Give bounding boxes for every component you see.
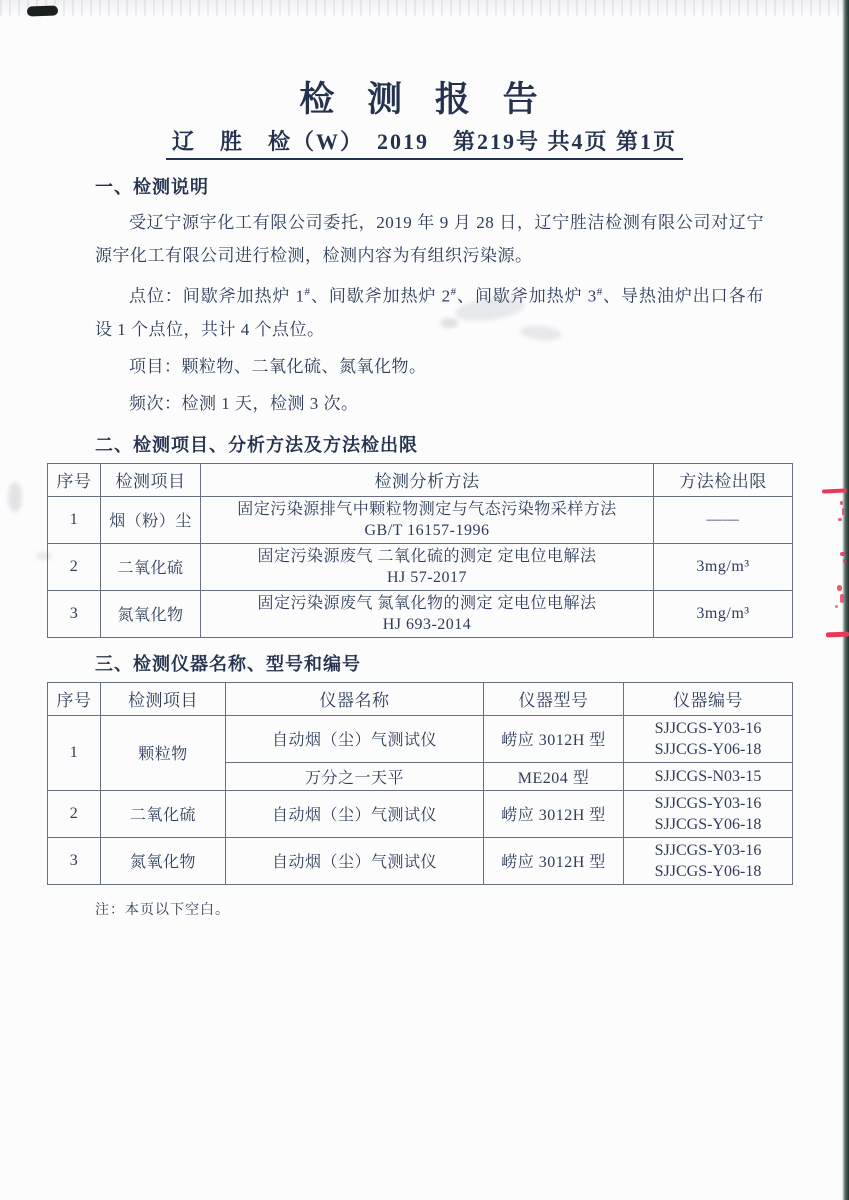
cell-item: 氮氧化物: [101, 590, 201, 637]
para-points: [95, 276, 764, 346]
serial-number: SJJCGS-Y06-18: [654, 862, 762, 880]
col-header-method: 检测分析方法: [201, 463, 654, 496]
page-content: [47, 80, 802, 919]
instruments-table: [47, 682, 793, 885]
cell-no: 2: [48, 543, 101, 590]
col-header-instrument-name: 仪器名称: [226, 682, 484, 715]
instruments-table-row-1a: [48, 715, 793, 762]
para-points-seg-3: 、间歇斧加热炉 3: [456, 286, 597, 306]
cell-limit: 3mg/m³: [654, 543, 793, 590]
red-ink-mark: [842, 508, 844, 515]
methods-table-header-row: [48, 463, 793, 496]
superscript-hash-3: #: [596, 286, 603, 298]
red-ink-mark: [840, 594, 844, 603]
para-frequency: 频次：检测 1 天，检测 3 次。: [129, 393, 359, 413]
col-header-limit: 方法检出限: [654, 463, 793, 496]
cell-instrument-serials: [624, 790, 793, 837]
cell-instrument-name: 万分之一天平: [226, 762, 484, 790]
scan-noise-top-edge: [0, 0, 849, 16]
serial-number: SJJCGS-Y03-16: [654, 841, 762, 859]
cell-instrument-model: 崂应 3012H 型: [484, 790, 624, 837]
cell-instrument-model: 崂应 3012H 型: [484, 837, 624, 884]
serial-number: SJJCGS-Y06-18: [654, 815, 762, 833]
red-ink-mark: [835, 605, 838, 608]
methods-table: [47, 463, 793, 638]
scan-smudge: [8, 482, 22, 512]
cell-no: 1: [48, 715, 101, 790]
red-ink-mark: [826, 632, 849, 638]
cell-method: [201, 496, 654, 543]
methods-table-row-2: [48, 543, 793, 590]
red-ink-mark: [838, 518, 842, 521]
para-items: 项目：颗粒物、二氧化硫、氮氧化物。: [129, 356, 427, 376]
cell-item: 氮氧化物: [101, 837, 226, 884]
note-blank-below: 注：本页以下空白。: [95, 902, 230, 918]
cell-instrument-model: 崂应 3012H 型: [484, 715, 624, 762]
methods-table-row-3: [48, 590, 793, 637]
col-header-no: 序号: [48, 682, 101, 715]
col-header-instrument-model: 仪器型号: [484, 682, 624, 715]
cell-no: 3: [48, 590, 101, 637]
instruments-table-header-row: [48, 682, 793, 715]
methods-table-row-1: [48, 496, 793, 543]
scan-smudge: [440, 318, 458, 328]
col-header-no: 序号: [48, 463, 101, 496]
red-ink-mark: [840, 552, 845, 556]
method-name: 固定污染源排气中颗粒物测定与气态污染物采样方法: [237, 500, 617, 518]
cell-no: 2: [48, 790, 101, 837]
method-standard: HJ 57-2017: [386, 568, 468, 586]
serial-number: SJJCGS-N03-15: [654, 767, 762, 785]
cell-instrument-serials: [624, 715, 793, 762]
scan-smudge: [36, 552, 52, 560]
para-points-seg-1: 点位：间歇斧加热炉 1: [129, 286, 305, 306]
cell-instrument-name: 自动烟（尘）气测试仪: [226, 837, 484, 884]
scan-toner-blob: [27, 5, 58, 16]
cell-item: 颗粒物: [101, 715, 226, 790]
cell-instrument-serials: [624, 762, 793, 790]
method-name: 固定污染源废气 氮氧化物的测定 定电位电解法: [257, 594, 597, 612]
cell-method: [201, 590, 654, 637]
cell-instrument-name: 自动烟（尘）气测试仪: [226, 790, 484, 837]
cell-item: 二氧化硫: [101, 543, 201, 590]
report-title: 检 测 报 告: [299, 80, 550, 119]
para-commission: 受辽宁源宇化工有限公司委托，2019 年 9 月 28 日，辽宁胜洁检测有限公司对辽宁源宇化工有限公司进行检测，检测内容为有组织污染源。: [95, 213, 764, 265]
red-ink-mark: [837, 585, 842, 591]
method-standard: GB/T 16157-1996: [364, 521, 490, 539]
cell-instrument-name: 自动烟（尘）气测试仪: [226, 715, 484, 762]
cell-no: 3: [48, 837, 101, 884]
cell-no: 1: [48, 496, 101, 543]
red-ink-mark: [843, 559, 846, 563]
section-1-heading: 一、检测说明: [95, 177, 209, 197]
doc-number: 辽 胜 检（W） 2019 第219号 共4页 第1页: [166, 125, 683, 160]
section-3-heading: 三、检测仪器名称、型号和编号: [95, 653, 361, 674]
col-header-item: 检测项目: [101, 463, 201, 496]
para-points-seg-2: 、间歇斧加热炉 2: [310, 286, 451, 306]
cell-limit: 3mg/m³: [654, 590, 793, 637]
cell-instrument-model: ME204 型: [484, 762, 624, 790]
col-header-item: 检测项目: [101, 682, 226, 715]
instruments-table-row-3: [48, 837, 793, 884]
instruments-table-row-2: [48, 790, 793, 837]
superscript-hash-2: #: [450, 286, 457, 298]
method-standard: HJ 693-2014: [382, 615, 472, 633]
col-header-instrument-serial: 仪器编号: [624, 682, 793, 715]
red-ink-mark: [840, 501, 843, 505]
serial-number: SJJCGS-Y03-16: [654, 719, 762, 737]
method-name: 固定污染源废气 二氧化硫的测定 定电位电解法: [257, 547, 597, 565]
section-2-heading: 二、检测项目、分析方法及方法检出限: [95, 434, 418, 455]
cell-item: 烟（粉）尘: [101, 496, 201, 543]
serial-number: SJJCGS-Y03-16: [654, 794, 762, 812]
superscript-hash-1: #: [304, 286, 311, 298]
doc-number-row: [47, 125, 802, 160]
para-points-seg-4: 、导热油炉出口各布设 1 个点位，共计 4 个点位。: [95, 286, 765, 339]
cell-instrument-serials: [624, 837, 793, 884]
cell-method: [201, 543, 654, 590]
serial-number: SJJCGS-Y06-18: [654, 740, 762, 758]
cell-item: 二氧化硫: [101, 790, 226, 837]
cell-limit: ——: [654, 496, 793, 543]
